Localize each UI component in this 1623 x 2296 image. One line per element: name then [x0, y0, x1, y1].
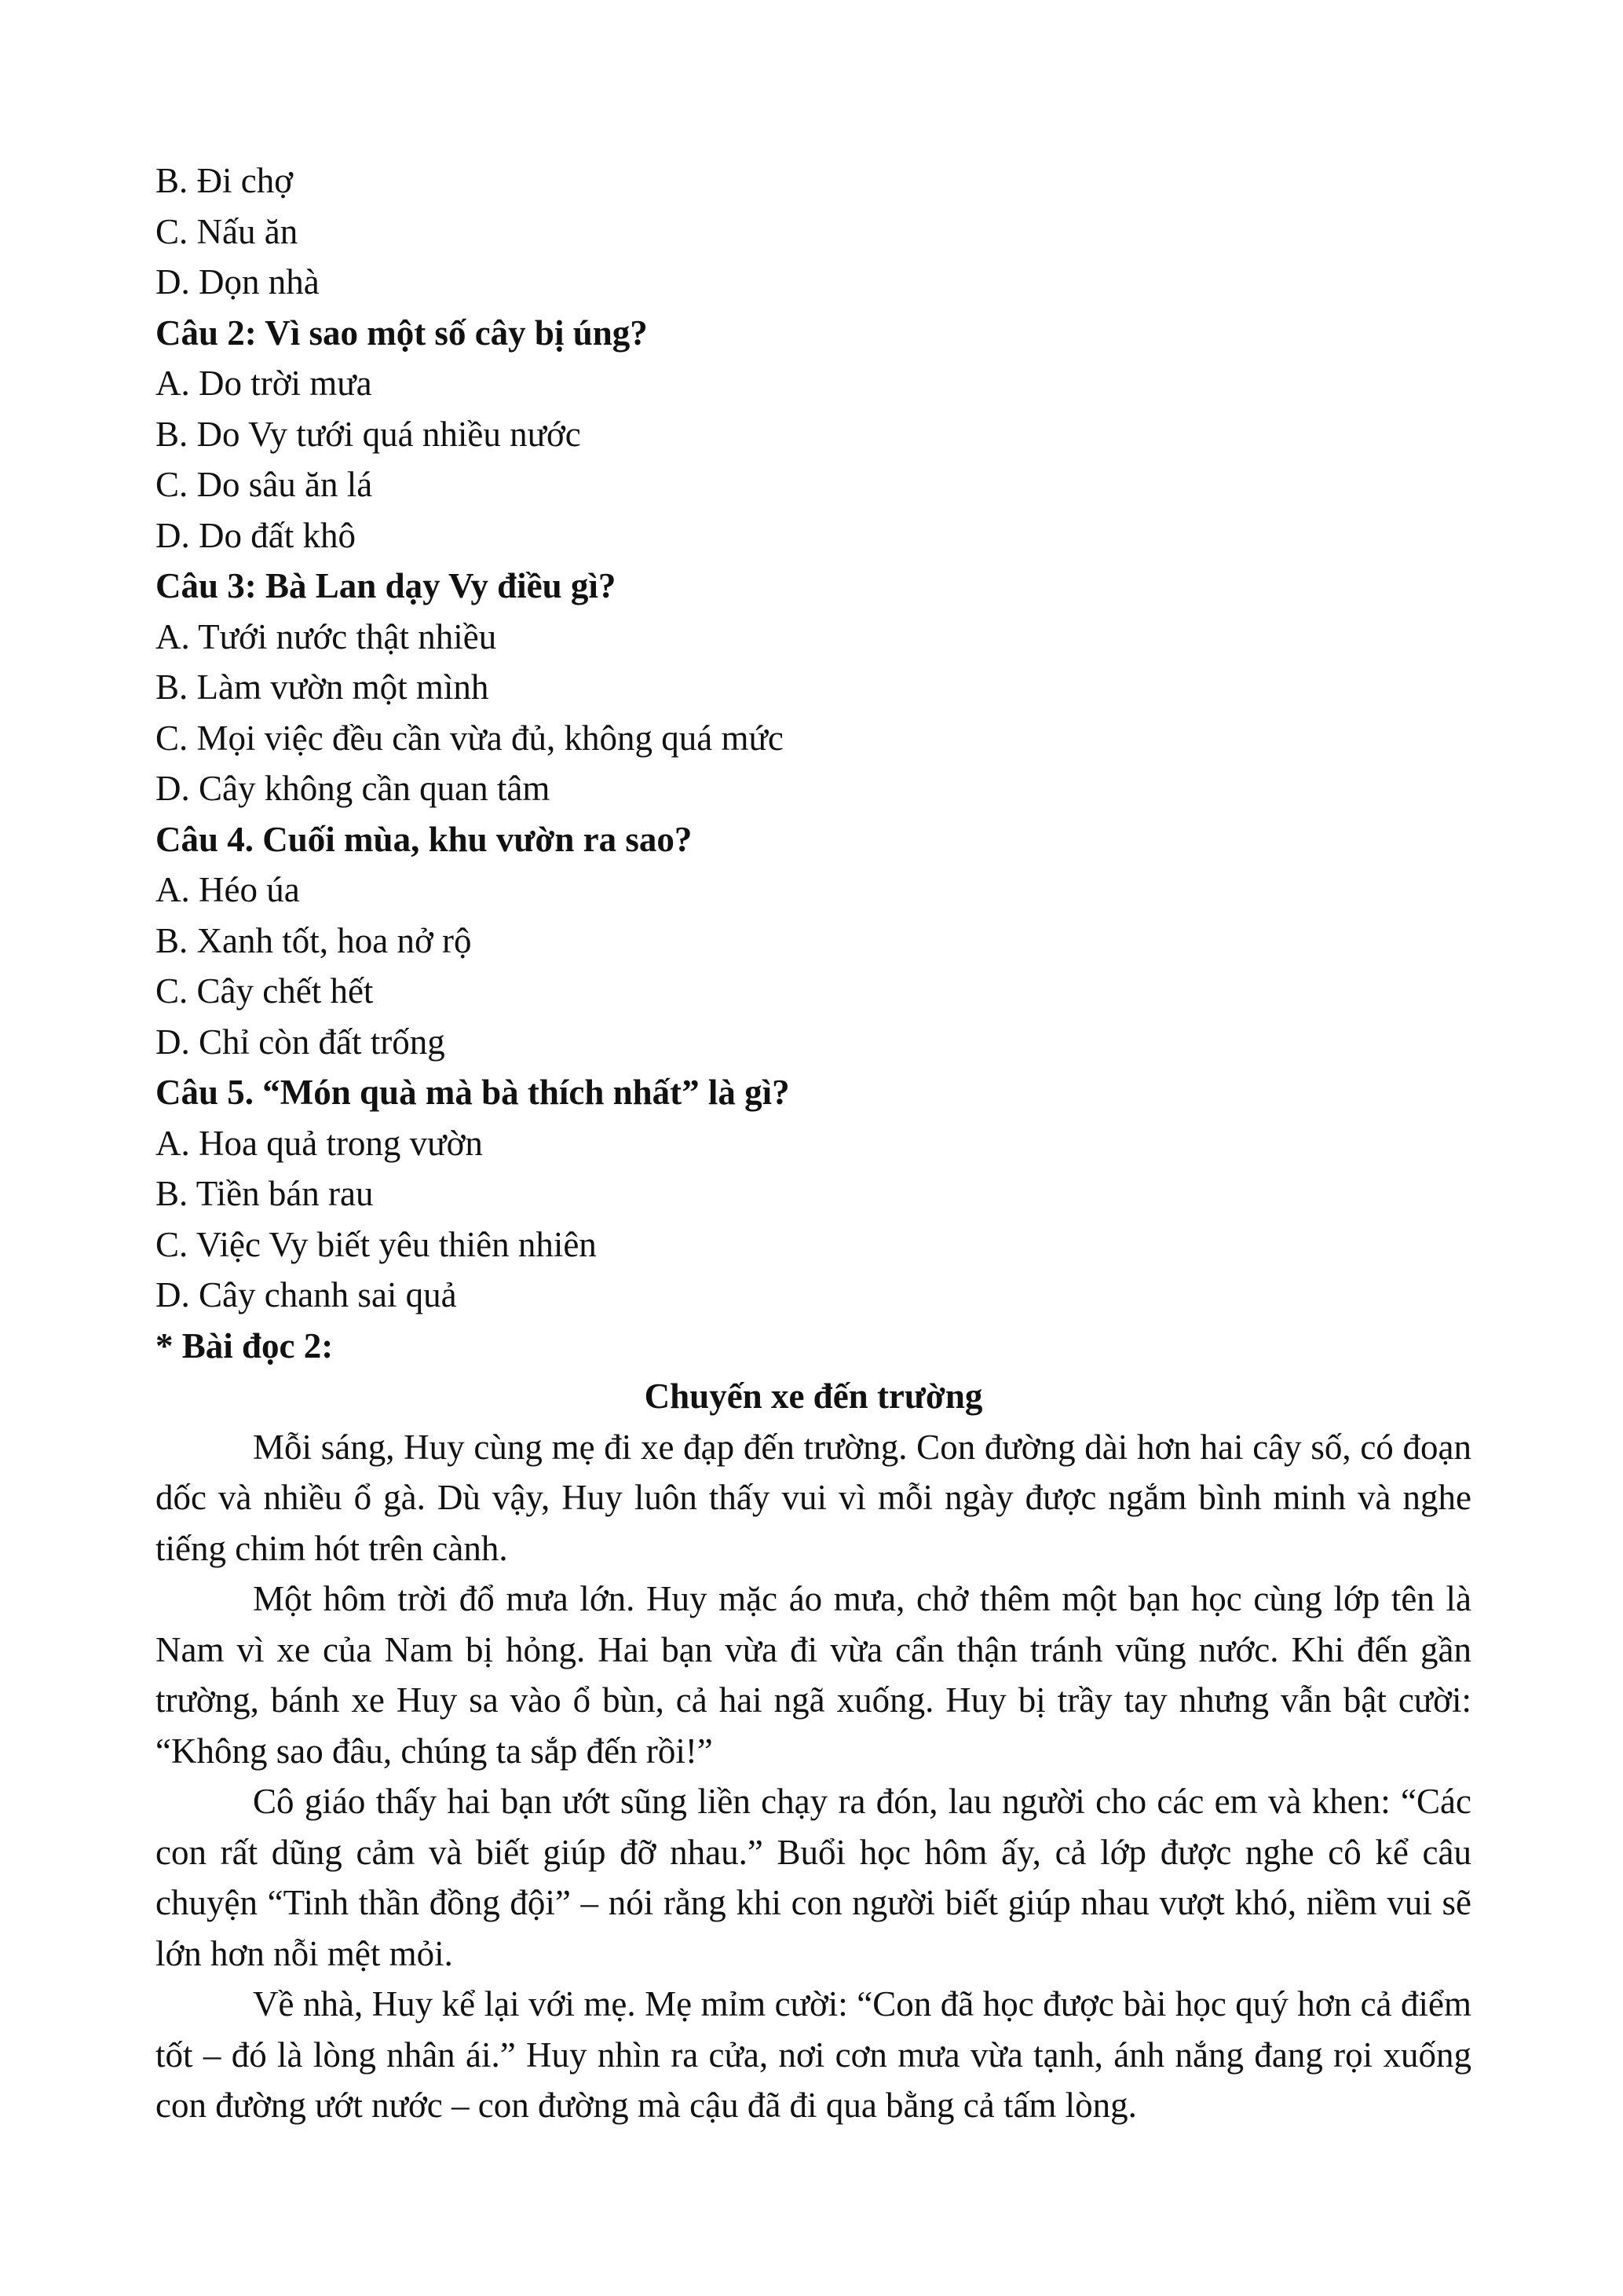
answer-option: D. Dọn nhà [155, 262, 320, 302]
story-title: Chuyến xe đến trường [644, 1377, 983, 1416]
question-title: Câu 3: Bà Lan dạy Vy điều gì? [155, 566, 616, 605]
answer-option: C. Do sâu ăn lá [155, 465, 373, 504]
answer-option: B. Đi chợ [155, 161, 294, 200]
answer-option: D. Cây chanh sai quả [155, 1275, 457, 1314]
story-paragraph: Một hôm trời đổ mưa lớn. Huy mặc áo mưa, chở thêm một bạn học cùng lớp tên là Nam vì xe của Nam bị hỏng. Hai bạn vừa đi vừa cẩn thận tránh vũng nước. Khi đến gần trường, bánh xe Huy sa vào ổ bùn, cả hai ngã xuống. Huy bị trầy tay nhưng vẫn bật cười: “Không sao đâu, chúng ta sắp đến rồi!” [155, 1579, 1471, 1771]
answer-option: D. Chỉ còn đất trống [155, 1022, 445, 1062]
answer-option: B. Làm vườn một mình [155, 667, 489, 707]
answer-option: A. Do trời mưa [155, 364, 372, 403]
story-paragraph: Cô giáo thấy hai bạn ướt sũng liền chạy ra đón, lau người cho các em và khen: “Các con rất dũng cảm và biết giúp đỡ nhau.” Buổi học hôm ấy, cả lớp được nghe cô kể câu chuyện “Tinh thần đồng đội” – nói rằng khi con người biết giúp nhau vượt khó, niềm vui sẽ lớn hơn nỗi mệt mỏi. [155, 1782, 1471, 1973]
answer-option: B. Do Vy tưới quá nhiều nước [155, 414, 581, 454]
answer-option: A. Héo úa [155, 870, 300, 909]
answer-option: C. Mọi việc đều cần vừa đủ, không quá mức [155, 718, 784, 758]
question-title: Câu 5. “Món quà mà bà thích nhất” là gì? [155, 1073, 790, 1112]
answer-option: C. Cây chết hết [155, 971, 374, 1011]
answer-option: D. Cây không cần quan tâm [155, 769, 550, 808]
section-label: * Bài đọc 2: [155, 1325, 334, 1366]
story-paragraph: Về nhà, Huy kể lại với mẹ. Mẹ mỉm cười: “Con đã học được bài học quý hơn cả điểm tốt – đó là lòng nhân ái.” Huy nhìn ra cửa, nơi cơn mưa vừa tạnh, ánh nắng đang rọi xuống con đường ướt nước – con đường mà cậu đã đi qua bằng cả tấm lòng. [155, 1984, 1471, 2125]
page-content [155, 155, 1471, 2131]
story-paragraph: Mỗi sáng, Huy cùng mẹ đi xe đạp đến trường. Con đường dài hơn hai cây số, có đoạn dốc và nhiều ổ gà. Dù vậy, Huy luôn thấy vui vì mỗi ngày được ngắm bình minh và nghe tiếng chim hót trên cành. [155, 1427, 1471, 1568]
question-title: Câu 2: Vì sao một số cây bị úng? [155, 313, 648, 353]
answer-option: A. Tưới nước thật nhiều [155, 616, 497, 656]
answer-option: A. Hoa quả trong vườn [155, 1123, 483, 1163]
question-title: Câu 4. Cuối mùa, khu vườn ra sao? [155, 819, 693, 859]
answer-option: D. Do đất khô [155, 515, 356, 555]
answer-option: B. Tiền bán rau [155, 1174, 374, 1213]
answer-option: C. Nấu ăn [155, 211, 298, 251]
answer-option: C. Việc Vy biết yêu thiên nhiên [155, 1224, 597, 1264]
answer-option: B. Xanh tốt, hoa nở rộ [155, 920, 472, 960]
